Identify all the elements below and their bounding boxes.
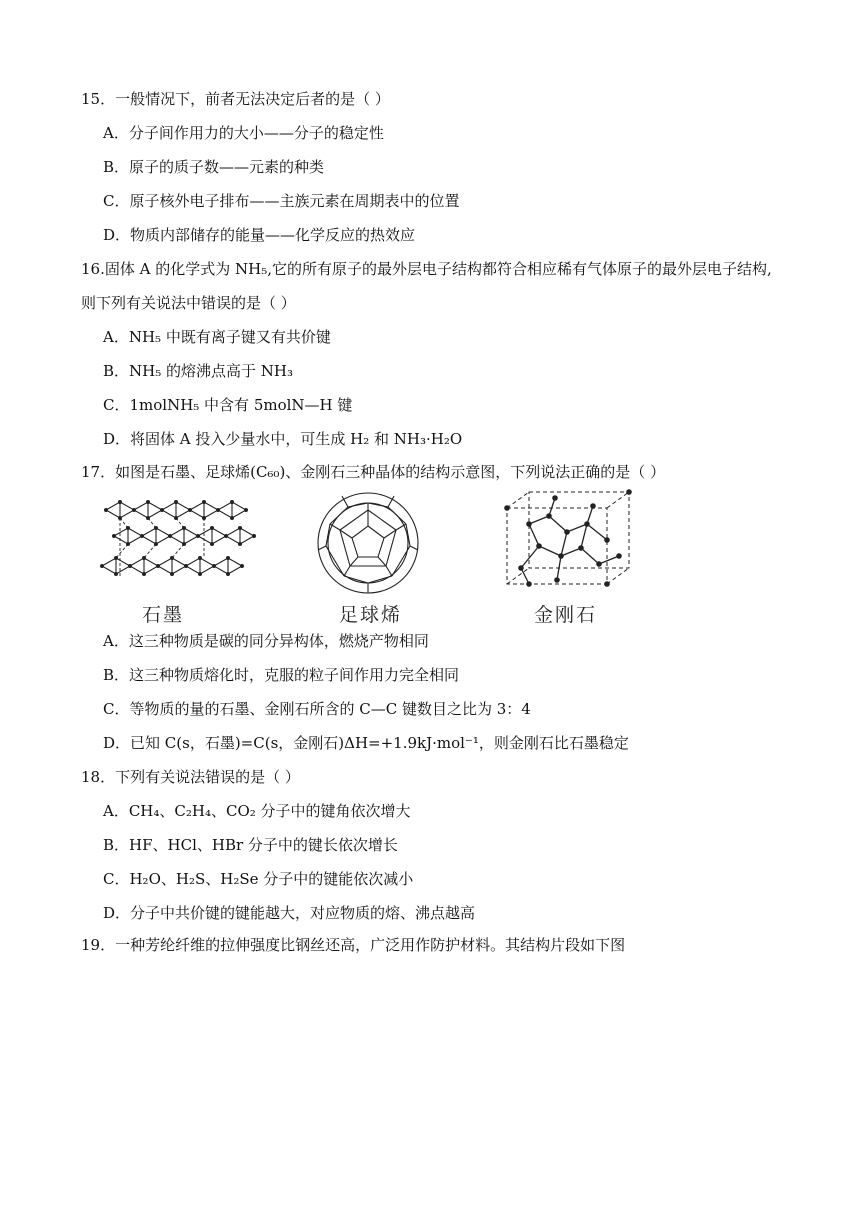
diamond-label: 金刚石 — [534, 604, 598, 626]
q15-option-a: A．分子间作用力的大小——分子的稳定性 — [103, 124, 384, 142]
crystal-structure-figures — [96, 488, 656, 624]
q15-stem: 15．一般情况下，前者无法决定后者的是（ ） — [81, 90, 390, 108]
q18-option-a: A．CH₄、C₂H₄、CO₂ 分子中的键角依次增大 — [103, 802, 411, 820]
q17-stem: 17．如图是石墨、足球烯(C₆₀)、金刚石三种晶体的结构示意图，下列说法正确的是（ ） — [81, 463, 666, 481]
q16-option-d: D．将固体 A 投入少量水中，可生成 H₂ 和 NH₃·H₂O — [103, 430, 463, 448]
q16-option-a: A．NH₅ 中既有离子键又有共价键 — [103, 328, 331, 346]
fullerene-label: 足球烯 — [339, 604, 403, 626]
q19-stem: 19．一种芳纶纤维的拉伸强度比钢丝还高，广泛用作防护材料。其结构片段如下图 — [81, 936, 626, 954]
q17-option-d: D．已知 C(s，石墨)=C(s，金刚石)ΔH=+1.9kJ·mol⁻¹，则金刚石比石墨稳定 — [103, 734, 629, 752]
q15-option-c: C．原子核外电子排布——主族元素在周期表中的位置 — [103, 192, 460, 210]
q17-option-c: C．等物质的量的石墨、金刚石所含的 C—C 键数目之比为 3：4 — [103, 700, 531, 718]
q17-option-b: B．这三种物质熔化时，克服的粒子间作用力完全相同 — [103, 666, 460, 684]
q16-stem-line1: 16.固体 A 的化学式为 NH₅,它的所有原子的最外层电子结构都符合相应稀有气体原子的最外层电子结构, — [81, 260, 772, 278]
q16-option-c: C．1molNH₅ 中含有 5molN—H 键 — [103, 396, 353, 414]
q18-option-b: B．HF、HCl、HBr 分子中的键长依次增长 — [103, 836, 398, 854]
q17-option-a: A．这三种物质是碳的同分异构体，燃烧产物相同 — [103, 632, 429, 650]
q18-stem: 18．下列有关说法错误的是（ ） — [81, 768, 300, 786]
q18-option-d: D．分子中共价键的键能越大，对应物质的熔、沸点越高 — [103, 904, 476, 922]
q18-option-c: C．H₂O、H₂S、H₂Se 分子中的键能依次减小 — [103, 870, 414, 888]
diamond-structure-figure — [499, 488, 639, 598]
q15-option-d: D．物质内部储存的能量——化学反应的热效应 — [103, 226, 416, 244]
graphite-label: 石墨 — [142, 604, 185, 626]
q16-option-b: B．NH₅ 的熔沸点高于 NH₃ — [103, 362, 293, 380]
q15-option-b: B．原子的质子数——元素的种类 — [103, 158, 325, 176]
fullerene-structure-figure — [308, 488, 428, 598]
q16-stem-line2: 则下列有关说法中错误的是（ ） — [81, 294, 296, 312]
graphite-structure-figure — [96, 488, 256, 598]
